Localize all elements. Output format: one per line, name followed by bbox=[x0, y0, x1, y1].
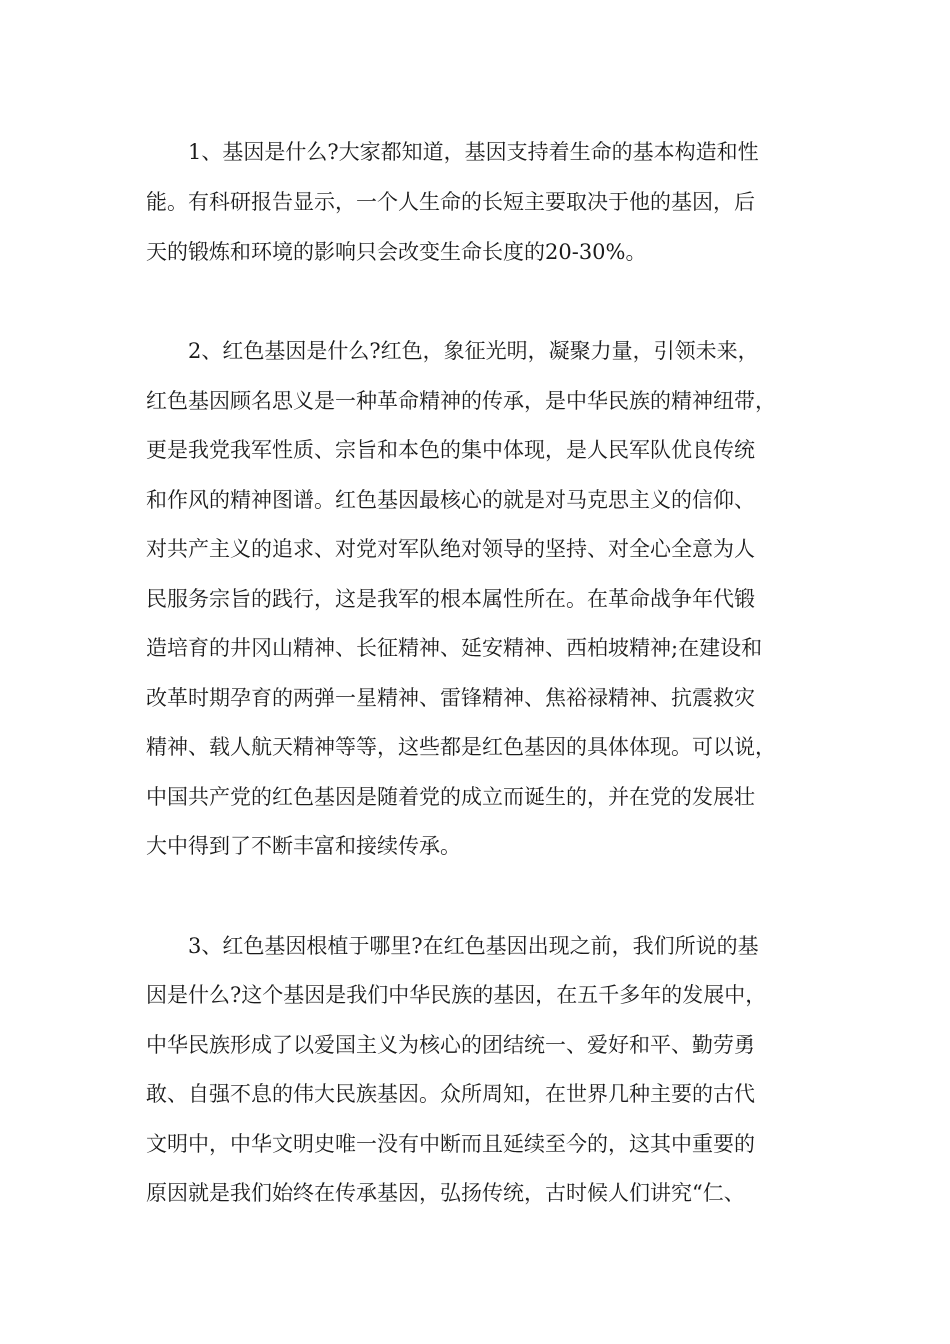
text-line: 2、红色基因是什么?红色，象征光明，凝聚力量，引领未来， bbox=[188, 339, 759, 363]
text-line: 改革时期孕育的两弹一星精神、雷锋精神、焦裕禄精神、抗震救灾 bbox=[146, 686, 755, 710]
text-line: 精神、载人航天精神等等，这些都是红色基因的具体体现。可以说， bbox=[146, 735, 776, 759]
text-line: 造培育的井冈山精神、长征精神、延安精神、西柏坡精神;在建设和 bbox=[146, 636, 763, 660]
text-line: 3、红色基因根植于哪里?在红色基因出现之前，我们所说的基 bbox=[188, 934, 759, 958]
text-line: 文明中，中华文明史唯一没有中断而且延续至今的，这其中重要的 bbox=[146, 1132, 755, 1156]
text-line: 对共产主义的追求、对党对军队绝对领导的坚持、对全心全意为人 bbox=[146, 537, 755, 561]
text-line: 原因就是我们始终在传承基因，弘扬传统，古时候人们讲究“仁、 bbox=[146, 1181, 745, 1205]
text-line: 中国共产党的红色基因是随着党的成立而诞生的，并在党的发展壮 bbox=[146, 785, 755, 809]
text-line: 民服务宗旨的践行，这是我军的根本属性所在。在革命战争年代锻 bbox=[146, 587, 755, 611]
text-line: 天的锻炼和环境的影响只会改变生命长度的20-30%。 bbox=[146, 240, 647, 264]
text-line: 1、基因是什么?大家都知道，基因支持着生命的基本构造和性 bbox=[188, 140, 759, 164]
text-line: 能。有科研报告显示，一个人生命的长短主要取决于他的基因，后 bbox=[146, 190, 755, 214]
text-line: 敢、自强不息的伟大民族基因。众所周知，在世界几种主要的古代 bbox=[146, 1082, 755, 1106]
text-line: 红色基因顾名思义是一种革命精神的传承，是中华民族的精神纽带， bbox=[146, 389, 776, 413]
text-line: 和作风的精神图谱。红色基因最核心的就是对马克思主义的信仰、 bbox=[146, 488, 755, 512]
text-line: 因是什么?这个基因是我们中华民族的基因，在五千多年的发展中， bbox=[146, 983, 767, 1007]
text-line: 中华民族形成了以爱国主义为核心的团结统一、爱好和平、勤劳勇 bbox=[146, 1033, 755, 1057]
text-line: 更是我党我军性质、宗旨和本色的集中体现，是人民军队优良传统 bbox=[146, 438, 755, 462]
text-line: 大中得到了不断丰富和接续传承。 bbox=[146, 834, 461, 858]
